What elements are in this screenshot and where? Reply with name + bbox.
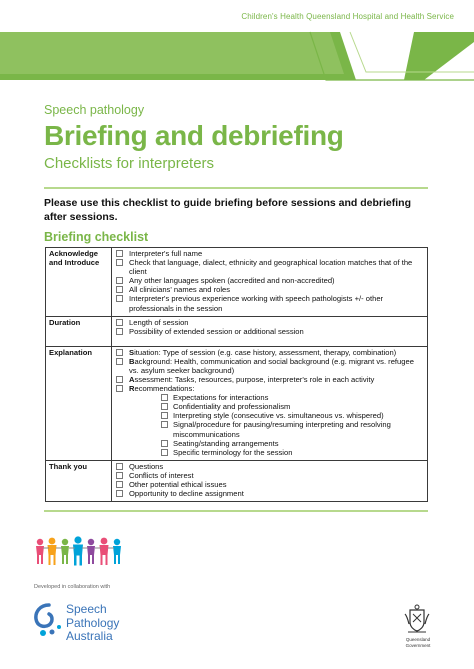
checklist-item[interactable]: Possibility of extended session or additional session [115, 327, 423, 336]
checkbox-icon[interactable] [161, 449, 168, 456]
document-kicker: Speech pathology [44, 103, 145, 117]
checkbox-icon[interactable] [161, 412, 168, 419]
queensland-government-crest [404, 604, 430, 634]
divider [44, 510, 428, 512]
checklist-item[interactable]: Recommendations: [115, 384, 423, 393]
checklist-item[interactable]: Assessment: Tasks, resources, purpose, interpreter's role in each activity [115, 375, 423, 384]
checkbox-icon[interactable] [116, 259, 123, 266]
checklist-item[interactable]: Background: Health, communication and social background (e.g. migrant vs. refugee vs. asylum seeker background) [115, 357, 423, 375]
checkbox-icon[interactable] [116, 376, 123, 383]
checklist-subitem[interactable]: Seating/standing arrangements [115, 439, 423, 448]
spa-line: Speech [66, 602, 107, 616]
checkbox-icon[interactable] [116, 349, 123, 356]
checklist-subitem[interactable]: Expectations for interactions [115, 393, 423, 402]
checkbox-icon[interactable] [161, 421, 168, 428]
checkbox-icon[interactable] [116, 385, 123, 392]
queensland-government-wordmark [398, 637, 438, 648]
checkbox-icon[interactable] [116, 463, 123, 470]
checkbox-icon[interactable] [116, 250, 123, 257]
checkbox-icon[interactable] [116, 295, 123, 302]
page-title: Briefing and debriefing [44, 120, 344, 151]
checklist-item[interactable]: Other potential ethical issues [115, 480, 423, 489]
briefing-heading: Briefing checklist [44, 230, 149, 244]
checklist-item[interactable]: Check that language, dialect, ethnicity and geographical location matches that of the client [115, 258, 423, 276]
checkbox-icon[interactable] [161, 394, 168, 401]
qg-line: Government [405, 642, 431, 648]
spa-line: Pathology [66, 615, 120, 630]
row-label: Thank you [46, 460, 112, 501]
checkbox-icon[interactable] [116, 277, 123, 284]
row-label: Acknowledge and Introduce [46, 248, 112, 317]
checklist-item[interactable]: Interpreter's full name [115, 249, 423, 258]
checklist-item[interactable]: Questions [115, 462, 423, 471]
speech-pathology-australia-logo [34, 603, 64, 641]
checklist-subitem[interactable]: Confidentiality and professionalism [115, 402, 423, 411]
checkbox-icon[interactable] [116, 472, 123, 479]
checklist-item[interactable]: Any other languages spoken (accredited and non-accredited) [115, 276, 423, 285]
qg-line: Queensland [405, 637, 431, 642]
checklist-item[interactable]: All clinicians' names and roles [115, 285, 423, 294]
green-header-band [0, 26, 474, 86]
row-items [112, 460, 428, 501]
briefing-checklist-table [45, 247, 428, 502]
checklist-item[interactable]: Situation: Type of session (e.g. case history, assessment, therapy, combination) [115, 348, 423, 357]
checklist-item[interactable]: Interpreter's previous experience working with speech pathologists +/- other professionals in the session [115, 294, 423, 312]
row-label: Explanation [46, 346, 112, 460]
intro-instructions: Please use this checklist to guide briefing before sessions and debriefing after sessions. [44, 197, 412, 223]
checklist-subitem[interactable]: Signal/procedure for pausing/resuming interpreting and resolving miscommunications [115, 420, 423, 438]
spa-line: Australia [66, 629, 113, 643]
table-row [46, 248, 428, 317]
children-figures-logo [34, 536, 130, 566]
speech-pathology-australia-name [66, 603, 119, 644]
row-items [112, 316, 428, 346]
checkbox-icon[interactable] [116, 358, 123, 365]
checklist-item[interactable]: Conflicts of interest [115, 471, 423, 480]
checkbox-icon[interactable] [161, 440, 168, 447]
row-items [112, 248, 428, 317]
checkbox-icon[interactable] [161, 403, 168, 410]
row-label: Duration [46, 316, 112, 346]
checkbox-icon[interactable] [116, 328, 123, 335]
checklist-subitem[interactable]: Interpreting style (consecutive vs. simultaneous vs. whispered) [115, 411, 423, 420]
row-items [112, 346, 428, 460]
checkbox-icon[interactable] [116, 319, 123, 326]
header-organisation: Children's Health Queensland Hospital and Health Service [241, 12, 454, 21]
checklist-item[interactable]: Opportunity to decline assignment [115, 489, 423, 498]
table-row [46, 460, 428, 501]
checkbox-icon[interactable] [116, 286, 123, 293]
page-subtitle: Checklists for interpreters [44, 155, 215, 172]
checklist-subitem[interactable]: Specific terminology for the session [115, 448, 423, 457]
checklist-item[interactable]: Length of session [115, 318, 423, 327]
table-row [46, 316, 428, 346]
divider [44, 187, 428, 189]
checkbox-icon[interactable] [116, 481, 123, 488]
collaboration-note: Developed in collaboration with [34, 584, 111, 590]
checkbox-icon[interactable] [116, 490, 123, 497]
table-row [46, 346, 428, 460]
